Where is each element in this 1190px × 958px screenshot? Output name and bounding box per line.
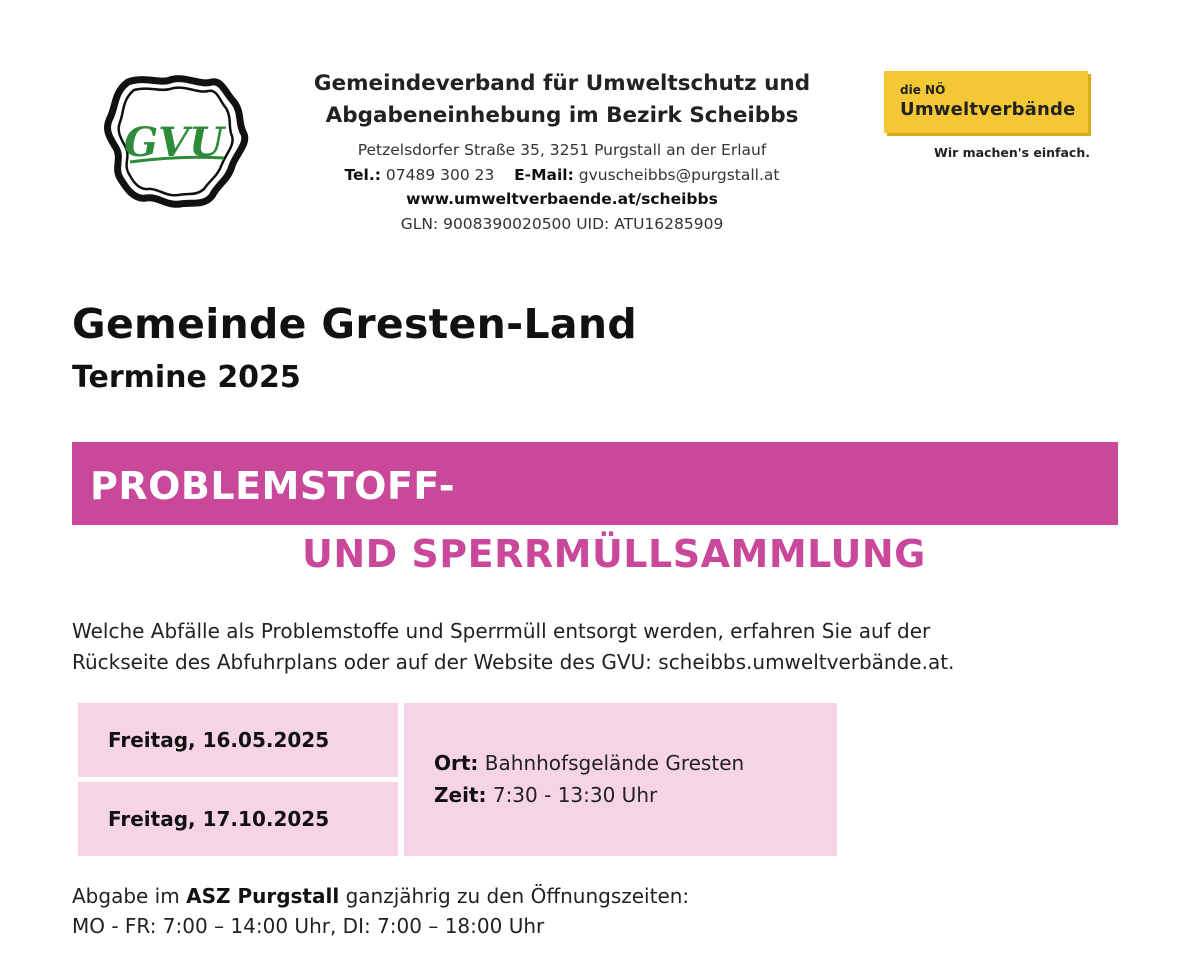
location-box — [404, 703, 837, 856]
gvu-logo — [100, 72, 250, 210]
time-label: Zeit: — [434, 783, 487, 807]
date-box-1: Freitag, 16.05.2025 — [78, 703, 398, 777]
section-banner — [72, 442, 1118, 525]
tel-label: Tel.: — [344, 165, 381, 184]
email-value[interactable]: gvuscheibbs@purgstall.at — [578, 165, 780, 184]
location-value: Bahnhofsgelände Gresten — [484, 751, 745, 775]
footer-line1 — [72, 881, 1072, 911]
footer-suffix: ganzjährig zu den Öffnungszeiten: — [345, 884, 690, 908]
banner-line1: PROBLEMSTOFF- — [90, 464, 455, 508]
intro-line2: Rückseite des Abfuhrplans oder auf der Website des GVU: scheibbs.umweltverbände.at. — [72, 650, 955, 674]
umweltverbaende-logo — [884, 71, 1088, 133]
banner-line2: UND SPERRMÜLLSAMMLUNG — [302, 532, 926, 576]
intro-line1: Welche Abfälle als Problemstoffe und Sperrmüll entsorgt werden, erfahren Sie auf der — [72, 619, 931, 643]
org-name-line2: Abgabeneinhebung im Bezirk Scheibbs — [325, 103, 799, 128]
org-name-line1: Gemeindeverband für Umweltschutz und — [313, 71, 811, 96]
org-contact — [262, 163, 862, 188]
email-label: E-Mail: — [514, 165, 574, 184]
organisation-info — [262, 68, 862, 236]
org-address: Petzelsdorfer Straße 35, 3251 Purgstall an der Erlauf — [357, 141, 767, 159]
partner-big-text: Umweltverbände — [900, 99, 1076, 120]
page-subtitle: Termine 2025 — [72, 360, 301, 395]
footer-hours: MO - FR: 7:00 – 14:00 Uhr, DI: 7:00 – 18:00 Uhr — [72, 914, 545, 938]
page-title: Gemeinde Gresten-Land — [72, 300, 637, 348]
footer-asz: ASZ Purgstall — [186, 884, 340, 908]
location-label: Ort: — [434, 751, 479, 775]
footer-prefix: Abgabe im — [72, 884, 180, 908]
date-box-2: Freitag, 17.10.2025 — [78, 782, 398, 856]
tel-value: 07489 300 23 — [385, 165, 495, 184]
footer-info — [72, 881, 1072, 941]
gvu-logo-text: GVU — [123, 119, 225, 166]
partner-small-text: die NÖ — [900, 83, 946, 97]
time-value: 7:30 - 13:30 Uhr — [492, 783, 658, 807]
partner-tagline: Wir machen's einfach. — [934, 145, 1090, 160]
time-row — [434, 779, 837, 811]
org-ids: GLN: 9008390020500 UID: ATU16285909 — [400, 214, 724, 233]
intro-text — [72, 616, 1152, 678]
location-row — [434, 747, 837, 779]
website-link[interactable]: www.umweltverbaende.at/scheibbs — [406, 190, 718, 208]
